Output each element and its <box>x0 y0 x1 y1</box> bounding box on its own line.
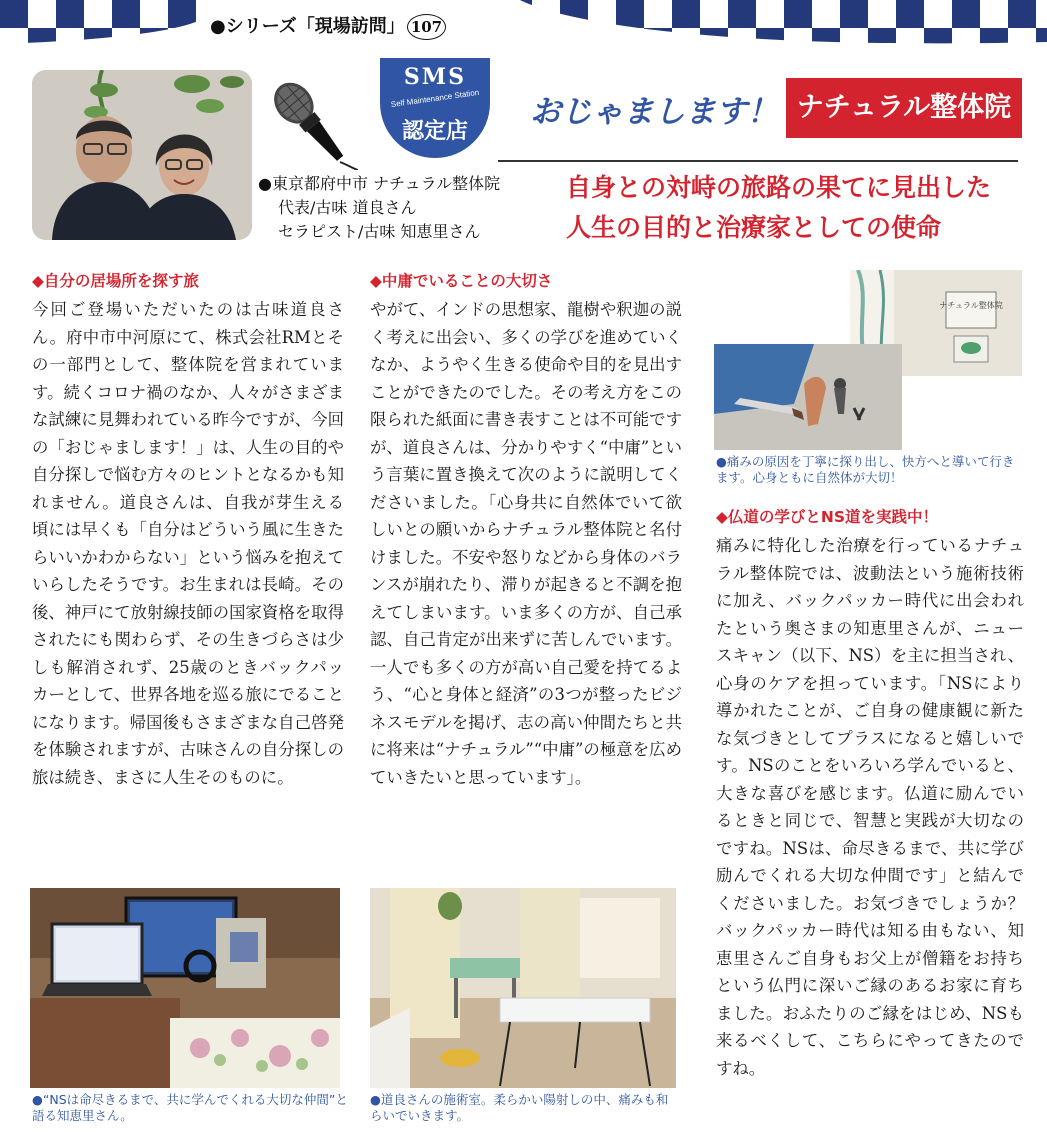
series-text: ●シリーズ「現場訪問」 <box>210 16 405 37</box>
sms-title: SMS <box>403 64 467 90</box>
treatment-tools-photo <box>714 344 902 450</box>
person-info-representative: 代表/古味 道良さん <box>278 198 417 217</box>
portrait-photo <box>32 70 252 240</box>
caption-3: ●痛みの原因を丁寧に探り出し、快方へと導いて行きます。心身ともに自然体が大切！ <box>716 454 1015 485</box>
section-heading-1: ◆自分の居場所を探す旅 <box>32 272 199 290</box>
person-info-location: ●東京都府中市 ナチュラル整体院 <box>258 174 501 193</box>
column-3-body: 痛みに特化した治療を行っているナチュラル整体院では、波動法という施術技術に加え、バックパッカー時代に出会われたという奥さまの知恵里さんが、ニュースキャン（以下、NS）を主に担当され、心身のケアを担っています。「NSにより導かれたことが、ご自身の健康観に新たな気づきとしてプラスになると嬉しいです。NSのことをいろいろ学んでいると、大きな喜びを感じます。仏道に励んでいるときと同じで、智慧と実践が大切なのですね。NSは、命尽きるまで、共に学び励んでくれる大切な仲間です」と結んでくださいました。お気づきでしょうか？ バックパッカー時代は知る由もない、知恵里さんご自身もお父上が僧籍をお持ちという仏門に深いご縁のあるお家に育ちました。おふたりのご縁をはじめ、NSも来るべくして、こちらにやってきたのですね。 <box>716 536 1041 1078</box>
treatment-room-photo <box>370 888 676 1088</box>
clinic-name-box: ナチュラル整体院 <box>786 78 1022 138</box>
column-2 <box>370 270 682 791</box>
sms-subtitle: Self Maintenance Station <box>390 87 480 110</box>
banner-title: おじゃまします！ <box>530 94 778 130</box>
section-heading-2: ◆中庸でいることの大切さ <box>370 272 553 290</box>
headline-line-1: 自身との対峙の旅路の果てに見出した <box>566 173 992 202</box>
series-label <box>210 12 446 42</box>
column-1 <box>32 270 344 791</box>
header-rule <box>498 160 1018 162</box>
header-banner <box>0 0 1047 58</box>
headline-line-2: 人生の目的と治療家としての使命 <box>566 213 942 242</box>
sms-certified-badge <box>380 58 490 158</box>
person-info-therapist: セラピスト/古味 知恵里さん <box>278 222 481 241</box>
section-heading-3: ◆仏道の学びとNS道を実践中！ <box>716 508 939 526</box>
caption-1: ●“NSは命尽きるまで、共に学んでくれる大切な仲間”と語る知恵里さん。 <box>32 1092 348 1123</box>
person-info <box>258 172 558 244</box>
column-3 <box>716 506 1041 1082</box>
caption-2: ●道良さんの施術室。柔らかい陽射しの中、痛みも和らいでいきます。 <box>370 1092 669 1123</box>
ns-computer-photo <box>30 888 340 1088</box>
article-headline <box>566 168 1036 248</box>
series-number: 107 <box>407 14 446 40</box>
column-1-body: 今回ご登場いただいたのは古味道良さん。府中市中河原にて、株式会社RMとその一部門として、整体院を営まれています。続くコロナ禍のなか、人々がさまざまな試練に見舞われている昨今ですが、今回の「おじゃまします！」は、人生の目的や自分探しで悩む方々のヒントとなるかも知れません。道良さんは、自我が芽生える頃には早くも「自分はどういう風に生きたらいいかわからない」という悩みを抱えていらしたそうです。お生まれは長崎。その後、神戸にて放射線技師の国家資格を取得されたにも関わらず、その生きづらさは少しも解消されず、25歳のときバックパッカーとして、世界各地を巡る旅にでることになります。帰国後もさまざまな自己啓発を体験されますが、古味さんの自分探しの旅は続き、まさに人生そのものに。 <box>32 300 344 787</box>
clinic-sign-text: ナチュラル整体院 <box>939 301 1003 310</box>
sms-certified-label: 認定店 <box>401 118 468 144</box>
microphone-icon <box>258 70 358 170</box>
column-2-body: やがて、インドの思想家、龍樹や釈迦の説く考えに出会い、多くの学びを進めていくなか、ようやく生きる使命や目的を見出すことができたのでした。その考え方をこの限られた紙面に書き表すことは不可能ですが、道良さんは、分かりやすく“中庸”という言葉に置き換えて次のように説明してくださいました。「心身共に自然体でいて欲しいとの願いからナチュラル整体院と名付けました。不安や怒りなどから身体のバランスが崩れたり、滞りが起きると不調を抱えてしまいます。いま多くの方が、自己承認、自己肯定が出来ずに苦しんでいます。一人でも多くの方が高い自己愛を持てるよう、“心と身体と経済”の3つが整ったビジネスモデルを掲げ、志の高い仲間たちと共に将来は“ナチュラル”“中庸”の極意を広めていきたいと思っています」。 <box>370 300 682 787</box>
